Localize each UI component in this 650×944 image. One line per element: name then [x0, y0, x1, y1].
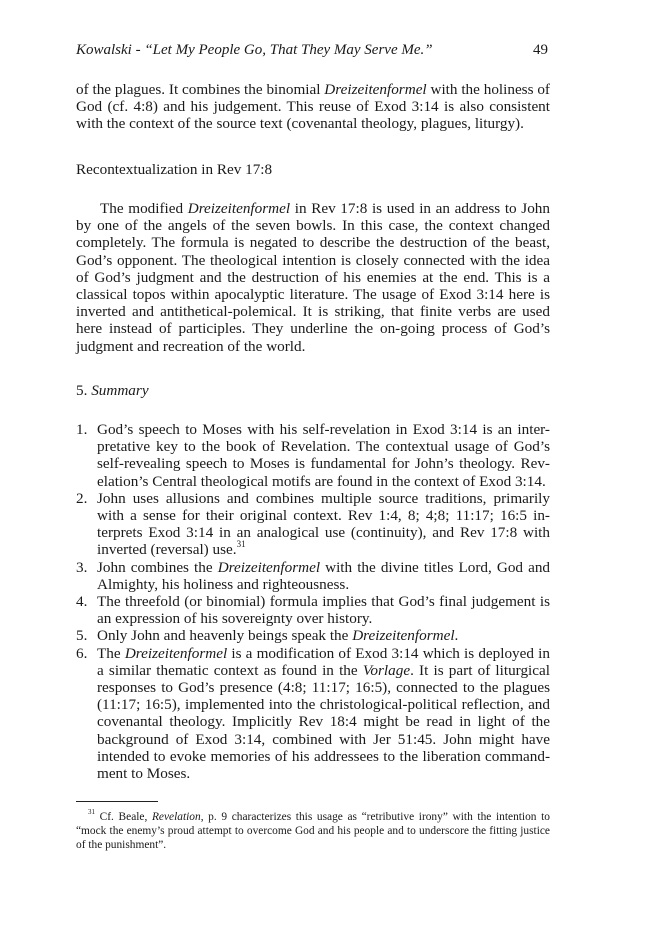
term-dreizeitenformel: Dreizeitenformel: [187, 200, 291, 217]
text-run: of the plagues. It combines the binomial: [76, 81, 325, 98]
item-text: The: [97, 644, 125, 662]
section-number: 5.: [76, 382, 88, 399]
item-text: Only John and heavenly beings speak the: [97, 627, 353, 645]
item-number: 2.: [76, 489, 88, 507]
section-heading-recontextualization: Recontextualization in Rev 17:8: [76, 161, 273, 178]
term-dreizeitenformel: Dreizeitenformel: [124, 644, 228, 662]
item-text: John uses allusions and combines multiple source traditions, primarily with a sense for their original context. Rev 1:4, 8; 4;8; 11:17; 16:5 in-terprets Exod 3:14 in an analogical use (continuity), and Rev 17:8 with inverted (reversal) use.: [97, 489, 550, 559]
item-text: John combines the: [97, 558, 218, 576]
footnote-marker[interactable]: 31: [236, 539, 246, 550]
list-item: [76, 490, 550, 559]
item-text: God’s speech to Moses with his self-revelation in Exod 3:14 is an inter-pretative key to the book of Revelation. The contextual usage of God’s self-revealing speech to Moses is fundamental for John’s theology. Rev-elation’s Central theological motifs are found in the context of Exod 3:14.: [97, 421, 550, 490]
summary-list: [76, 421, 550, 782]
footnote-divider: [76, 801, 158, 802]
section-title: Summary: [91, 382, 149, 399]
section-heading-summary: [76, 382, 149, 399]
paragraph-plagues: [76, 81, 550, 133]
term-dreizeitenformel: Dreizeitenformel: [352, 627, 455, 645]
footnote-book-title: Revelation: [151, 811, 201, 823]
item-number: 5.: [76, 627, 88, 645]
term-dreizeitenformel: Dreizeitenformel: [324, 81, 427, 98]
list-item: [76, 627, 550, 644]
list-item: [76, 645, 550, 783]
text-run: The modified: [100, 200, 188, 217]
footnote-number: 31: [88, 808, 95, 817]
item-number: 3.: [76, 558, 88, 576]
paragraph-rev-17-8: [76, 200, 550, 355]
item-text: The threefold (or binomial) formula implies that God’s final judgement is an expression of his sovereignty over history.: [97, 593, 550, 628]
running-header: [76, 42, 550, 62]
term-vorlage: Vorlage: [362, 661, 411, 679]
item-text: is a modification of Exod 3:14 which is deployed in a similar thematic context as found in the: [97, 644, 550, 679]
item-number: 1.: [76, 421, 88, 438]
running-title: Kowalski - “Let My People Go, That They May Serve Me.”: [76, 42, 433, 58]
item-text: .: [454, 627, 459, 645]
page-number: 49: [533, 42, 548, 58]
footnote-text: , p. 9 characterizes this usage as “retributive irony” with the intention to “mock the enemy’s proud attempt to overcome God and his people and to underscore the fitting justice of the punishment”.: [76, 811, 550, 851]
item-number: 4.: [76, 593, 88, 611]
footnote-31: [76, 810, 550, 852]
text-run: in Rev 17:8 is used in an address to John by one of the angels of the seven bowls. In this case, the context changed completely. The formula is negated to describe the destruction of the beast, God’s opponent. The theological intention is closely connected with the idea of God’s judgment and the destruction of his enemies at the end. This is a classical topos within apocalyptic literature. The usage of Exod 3:14 here is inverted and antithetical-polemical. It is striking, that finite verbs are used here instead of participles. They underline the on-going process of God’s judgment and recreation of the world.: [76, 200, 550, 355]
footnote-text: Cf. Beale,: [95, 811, 152, 823]
item-text: . It is part of liturgical responses to God’s presence (4:8; 11:17; 16:5), connected to the plagues (11:17; 16:5), implemented into the christological-political reflection, and covenantal theology. Implicitly Rev 18:4 might be read in light of the background of Exod 3:14, combined with Jer 51:45. John might have intended to evoke memories of his addressees to the liberation command-ment to Moses.: [97, 661, 550, 783]
list-item: [76, 593, 550, 627]
item-number: 6.: [76, 644, 88, 662]
term-dreizeitenformel: Dreizeitenformel: [217, 558, 321, 576]
text-run: with the holiness of God (cf. 4:8) and his judgement. This reuse of Exod 3:14 is also consistent with the context of the source text (covenantal theology, plagues, liturgy).: [76, 81, 550, 133]
list-item: [76, 421, 550, 490]
list-item: [76, 559, 550, 593]
item-text: with the divine titles Lord, God and Almighty, his holiness and righteousness.: [97, 558, 551, 593]
